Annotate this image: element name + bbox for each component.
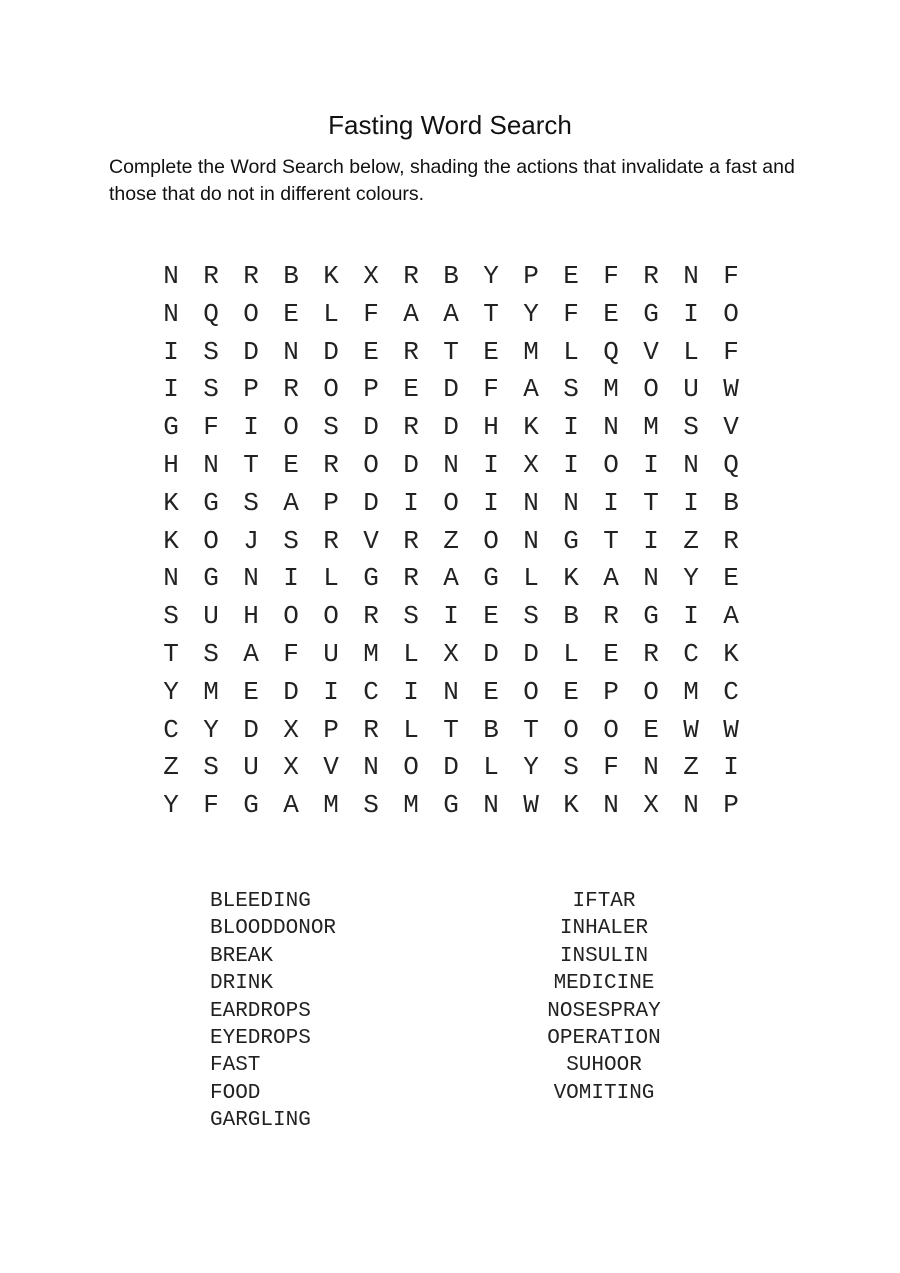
grid-letter: K	[323, 261, 339, 291]
grid-letter: S	[203, 638, 219, 669]
grid-letter: S	[203, 336, 219, 367]
grid-letter: G	[203, 487, 219, 518]
grid-letter: I	[563, 412, 579, 443]
grid-letter: P	[603, 676, 619, 707]
grid-letter: J	[243, 525, 259, 556]
grid-letter: O	[603, 449, 619, 480]
grid-letter: N	[203, 449, 219, 480]
grid-letter: M	[323, 790, 339, 821]
grid-letter: D	[363, 487, 379, 518]
grid-letter: E	[723, 563, 739, 594]
grid-letter: L	[483, 752, 499, 783]
instructions-text: Complete the Word Search below, shading the actions that invalidate a fast and those that do not in different colours.	[109, 156, 795, 205]
grid-letter: R	[403, 412, 419, 443]
grid-letter: D	[283, 676, 299, 707]
grid-letter: R	[323, 449, 339, 480]
grid-letter: R	[403, 261, 419, 291]
grid-letter: Y	[523, 298, 539, 329]
word-list-item: SUHOOR	[566, 1054, 642, 1078]
grid-letter: A	[283, 790, 299, 821]
grid-letter: I	[683, 487, 699, 518]
grid-letter: M	[683, 676, 699, 707]
grid-letter: T	[163, 638, 179, 669]
grid-letter: D	[363, 412, 379, 443]
grid-letter: D	[403, 449, 419, 480]
grid-letter: F	[283, 638, 299, 669]
grid-letter: R	[363, 714, 379, 745]
grid-letter: M	[523, 336, 539, 367]
grid-letter: F	[203, 412, 219, 443]
grid-letter: E	[483, 336, 499, 367]
grid-letter: G	[643, 601, 659, 632]
grid-letter: N	[643, 563, 659, 594]
grid-letter: R	[403, 525, 419, 556]
grid-letter: A	[443, 298, 459, 329]
word-list-item: INHALER	[559, 917, 649, 941]
grid-letter: Y	[163, 676, 179, 707]
grid-letter: M	[643, 412, 659, 443]
grid-letter: C	[163, 714, 179, 745]
grid-letter: R	[403, 336, 419, 367]
grid-letter: Q	[203, 298, 219, 329]
grid-letter: E	[283, 449, 299, 480]
grid-letter: P	[323, 487, 339, 518]
grid-letter: E	[563, 261, 579, 291]
word-list-item: GARGLING	[210, 1109, 311, 1133]
grid-letter: O	[643, 676, 659, 707]
grid-letter: U	[203, 601, 219, 632]
grid-letter: L	[403, 638, 419, 669]
grid-letter: K	[163, 487, 179, 518]
grid-letter: W	[683, 714, 699, 745]
grid-letter: S	[163, 601, 179, 632]
grid-letter: B	[443, 261, 459, 291]
grid-letter: R	[643, 638, 659, 669]
grid-letter: M	[603, 374, 619, 405]
grid-letter: G	[643, 298, 659, 329]
grid-letter: K	[723, 638, 739, 669]
grid-letter: G	[563, 525, 579, 556]
grid-letter: S	[363, 790, 379, 821]
grid-letter: N	[523, 525, 539, 556]
grid-letter: E	[603, 638, 619, 669]
grid-letter: H	[243, 601, 259, 632]
grid-letter: N	[603, 412, 619, 443]
grid-letter: W	[523, 790, 539, 821]
grid-letter: N	[163, 563, 179, 594]
grid-letter: B	[483, 714, 499, 745]
grid-letter: O	[523, 676, 539, 707]
grid-letter: U	[243, 752, 259, 783]
grid-letter: V	[723, 412, 739, 443]
grid-letter: O	[403, 752, 419, 783]
grid-letter: O	[323, 601, 339, 632]
grid-letter: S	[563, 752, 579, 783]
grid-letter: E	[483, 601, 499, 632]
grid-letter: D	[323, 336, 339, 367]
grid-letter: G	[243, 790, 259, 821]
word-list-item: BLOODDONOR	[210, 917, 337, 941]
grid-letter: O	[723, 298, 739, 329]
grid-letter: N	[603, 790, 619, 821]
grid-letter: V	[643, 336, 659, 367]
grid-letter: X	[283, 714, 299, 745]
grid-letter: N	[643, 752, 659, 783]
grid-letter: Y	[483, 261, 499, 291]
grid-letter: E	[363, 336, 379, 367]
grid-letter: O	[563, 714, 579, 745]
grid-letter: G	[203, 563, 219, 594]
grid-letter: E	[283, 298, 299, 329]
grid-letter: D	[443, 374, 459, 405]
grid-letter: B	[723, 487, 739, 518]
grid-letter: I	[483, 487, 499, 518]
grid-letter: E	[403, 374, 419, 405]
grid-letter: D	[443, 412, 459, 443]
grid-letter: A	[243, 638, 259, 669]
grid-letter: A	[443, 563, 459, 594]
grid-letter: K	[163, 525, 179, 556]
grid-letter: P	[363, 374, 379, 405]
grid-letter: A	[403, 298, 419, 329]
grid-letter: O	[283, 601, 299, 632]
grid-letter: L	[403, 714, 419, 745]
grid-letter: R	[323, 525, 339, 556]
grid-letter: N	[683, 449, 699, 480]
grid-letter: L	[523, 563, 539, 594]
word-list-item: IFTAR	[572, 890, 636, 913]
grid-letter: Y	[523, 752, 539, 783]
grid-letter: R	[243, 261, 259, 291]
word-list-item: VOMITING	[553, 1081, 655, 1105]
grid-letter: T	[443, 336, 459, 367]
word-list-item: BREAK	[210, 944, 274, 968]
grid-letter: C	[723, 676, 739, 707]
grid-letter: F	[483, 374, 499, 405]
grid-letter: A	[603, 563, 619, 594]
grid-letter: E	[643, 714, 659, 745]
grid-letter: S	[563, 374, 579, 405]
word-list-item: DRINK	[210, 972, 274, 996]
grid-letter: D	[243, 336, 259, 367]
grid-letter: I	[403, 676, 419, 707]
grid-letter: M	[203, 676, 219, 707]
grid-letter: K	[563, 563, 579, 594]
grid-letter: S	[283, 525, 299, 556]
grid-letter: I	[643, 449, 659, 480]
grid-letter: U	[323, 638, 339, 669]
grid-letter: S	[523, 601, 539, 632]
grid-letter: X	[363, 261, 379, 291]
grid-letter: I	[683, 298, 699, 329]
grid-letter: E	[563, 676, 579, 707]
grid-letter: X	[443, 638, 459, 669]
grid-letter: N	[363, 752, 379, 783]
grid-letter: G	[483, 563, 499, 594]
grid-letter: L	[563, 638, 579, 669]
grid-letter: I	[603, 487, 619, 518]
grid-letter: L	[323, 563, 339, 594]
grid-letter: N	[523, 487, 539, 518]
word-list-item: INSULIN	[559, 944, 649, 968]
word-list-item: OPERATION	[547, 1026, 661, 1050]
grid-letter: O	[443, 487, 459, 518]
grid-letter: S	[243, 487, 259, 518]
grid-letter: T	[243, 449, 259, 480]
grid-letter: C	[683, 638, 699, 669]
grid-letter: F	[203, 790, 219, 821]
grid-letter: R	[603, 601, 619, 632]
grid-letter: I	[163, 374, 179, 405]
grid-letter: I	[323, 676, 339, 707]
grid-letter: F	[603, 752, 619, 783]
grid-letter: Y	[203, 714, 219, 745]
grid-letter: I	[683, 601, 699, 632]
grid-letter: R	[203, 261, 219, 291]
grid-letter: O	[483, 525, 499, 556]
grid-letter: D	[443, 752, 459, 783]
grid-letter: E	[603, 298, 619, 329]
grid-letter: D	[483, 638, 499, 669]
grid-letter: S	[403, 601, 419, 632]
grid-letter: D	[243, 714, 259, 745]
grid-letter: Z	[683, 752, 699, 783]
grid-letter: W	[723, 374, 739, 405]
word-list-item: NOSESPRAY	[547, 999, 661, 1023]
grid-letter: H	[483, 412, 499, 443]
grid-letter: L	[683, 336, 699, 367]
word-list-item: EARDROPS	[210, 999, 311, 1023]
grid-letter: O	[203, 525, 219, 556]
grid-letter: Z	[683, 525, 699, 556]
grid-letter: S	[203, 752, 219, 783]
word-list-right	[504, 888, 704, 1107]
grid-letter: F	[723, 261, 739, 291]
grid-letter: R	[363, 601, 379, 632]
grid-letter: C	[363, 676, 379, 707]
grid-letter: N	[163, 298, 179, 329]
word-list-item: BLEEDING	[210, 890, 311, 913]
grid-letter: A	[523, 374, 539, 405]
grid-letter: N	[283, 336, 299, 367]
grid-letter: Q	[723, 449, 739, 480]
grid-letter: O	[243, 298, 259, 329]
grid-letter: B	[283, 261, 299, 291]
grid-letter: L	[563, 336, 579, 367]
grid-letter: I	[163, 336, 179, 367]
grid-letter: U	[683, 374, 699, 405]
grid-letter: Y	[683, 563, 699, 594]
grid-letter: I	[283, 563, 299, 594]
word-list-item: FAST	[210, 1054, 261, 1078]
grid-letter: E	[483, 676, 499, 707]
grid-letter: D	[523, 638, 539, 669]
grid-letter: M	[363, 638, 379, 669]
grid-letter: X	[643, 790, 659, 821]
grid-letter: M	[403, 790, 419, 821]
grid-letter: A	[283, 487, 299, 518]
grid-letter: H	[163, 449, 179, 480]
grid-letter: N	[243, 563, 259, 594]
grid-letter: S	[323, 412, 339, 443]
grid-letter: R	[403, 563, 419, 594]
grid-letter: Z	[443, 525, 459, 556]
grid-letter: E	[243, 676, 259, 707]
grid-letter: N	[443, 676, 459, 707]
grid-letter: S	[203, 374, 219, 405]
word-list-item: FOOD	[210, 1081, 261, 1105]
grid-letter: N	[483, 790, 499, 821]
grid-letter: R	[643, 261, 659, 291]
grid-letter: O	[603, 714, 619, 745]
letter-grid	[151, 258, 751, 825]
grid-letter: T	[443, 714, 459, 745]
grid-letter: K	[523, 412, 539, 443]
grid-letter: F	[563, 298, 579, 329]
grid-letter: Y	[163, 790, 179, 821]
grid-letter: I	[723, 752, 739, 783]
grid-letter: O	[643, 374, 659, 405]
grid-letter: N	[163, 261, 179, 291]
grid-letter: A	[723, 601, 739, 632]
grid-letter: R	[283, 374, 299, 405]
grid-letter: Q	[603, 336, 619, 367]
grid-letter: L	[323, 298, 339, 329]
grid-letter: P	[323, 714, 339, 745]
word-list-item: EYEDROPS	[210, 1026, 311, 1050]
grid-letter: N	[683, 261, 699, 291]
grid-letter: P	[723, 790, 739, 821]
grid-letter: I	[443, 601, 459, 632]
grid-letter: X	[283, 752, 299, 783]
grid-letter: G	[443, 790, 459, 821]
grid-letter: T	[483, 298, 499, 329]
grid-letter: R	[723, 525, 739, 556]
grid-letter: G	[363, 563, 379, 594]
grid-letter: F	[723, 336, 739, 367]
grid-letter: O	[363, 449, 379, 480]
grid-letter: N	[563, 487, 579, 518]
grid-letter: K	[563, 790, 579, 821]
grid-letter: I	[243, 412, 259, 443]
word-list-item: MEDICINE	[553, 972, 655, 996]
grid-letter: T	[643, 487, 659, 518]
grid-letter: N	[443, 449, 459, 480]
grid-letter: I	[563, 449, 579, 480]
grid-letter: N	[683, 790, 699, 821]
grid-letter: V	[363, 525, 379, 556]
grid-letter: X	[523, 449, 539, 480]
page-title: Fasting Word Search	[328, 110, 572, 140]
grid-letter: S	[683, 412, 699, 443]
grid-letter: F	[603, 261, 619, 291]
grid-letter: W	[723, 714, 739, 745]
grid-letter: I	[403, 487, 419, 518]
grid-letter: Z	[163, 752, 179, 783]
grid-letter: V	[323, 752, 339, 783]
grid-letter: G	[163, 412, 179, 443]
grid-letter: F	[363, 298, 379, 329]
grid-letter: I	[643, 525, 659, 556]
grid-letter: O	[283, 412, 299, 443]
grid-letter: P	[243, 374, 259, 405]
grid-letter: I	[483, 449, 499, 480]
grid-letter: O	[323, 374, 339, 405]
grid-letter: T	[523, 714, 539, 745]
word-list-left	[210, 888, 336, 1135]
grid-letter: T	[603, 525, 619, 556]
grid-letter: P	[523, 261, 539, 291]
grid-letter: B	[563, 601, 579, 632]
